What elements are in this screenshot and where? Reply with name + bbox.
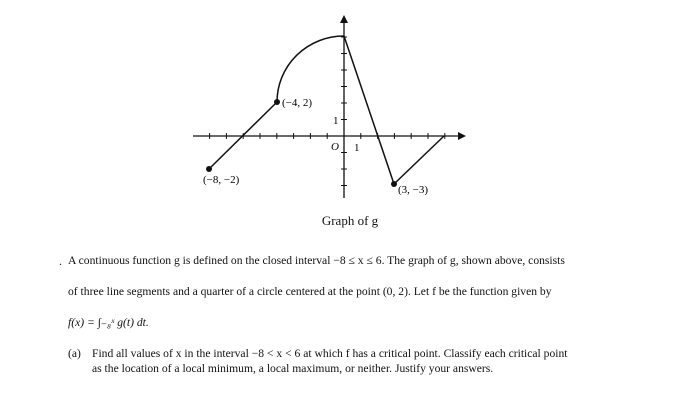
- part-a-line-1: [68, 346, 668, 361]
- part-a-line-2: [68, 361, 692, 376]
- part-a-label: (a): [68, 347, 81, 360]
- y-tick-label-1: 1: [333, 115, 339, 127]
- point-neg8-neg2: [206, 166, 212, 172]
- x-tick-label-1: 1: [354, 142, 360, 154]
- figure-caption: [0, 213, 700, 229]
- segment-3: [394, 136, 444, 184]
- point-3-neg3: [391, 181, 397, 187]
- origin-label: O: [331, 141, 339, 153]
- y-axis-arrow: [340, 15, 348, 23]
- bullet-mark: .: [59, 254, 62, 268]
- axis-ticks: [210, 37, 445, 186]
- point-neg4-2: [274, 99, 280, 105]
- caption-text: Graph of g: [321, 213, 379, 228]
- problem-formula: f(x) = ∫₋₈ˣ g(t) dt.: [68, 316, 149, 329]
- x-axis-arrow: [458, 132, 466, 140]
- quarter-circle-arc: [277, 36, 344, 102]
- label-point-neg4-2: (−4, 2): [282, 97, 313, 109]
- segment-2: [344, 36, 394, 184]
- problem-line-2: of three line segments and a quarter of a circle centered at the point (0, 2). Let f be the function given by: [68, 285, 552, 298]
- part-a-text-2: as the location of a local minimum, a local maximum, or neither. Justify your answers.: [92, 362, 494, 375]
- problem-line-1: A continuous function g is defined on the closed interval −8 ≤ x ≤ 6. The graph of g, shown above, consists: [68, 254, 565, 267]
- part-a-text-1: Find all values of x in the interval −8 < x < 6 at which f has a critical point. Classify each critical point: [92, 347, 568, 360]
- label-point-3-neg3: (3, −3): [398, 184, 429, 196]
- label-point-neg8-neg2: (−8, −2): [203, 174, 240, 186]
